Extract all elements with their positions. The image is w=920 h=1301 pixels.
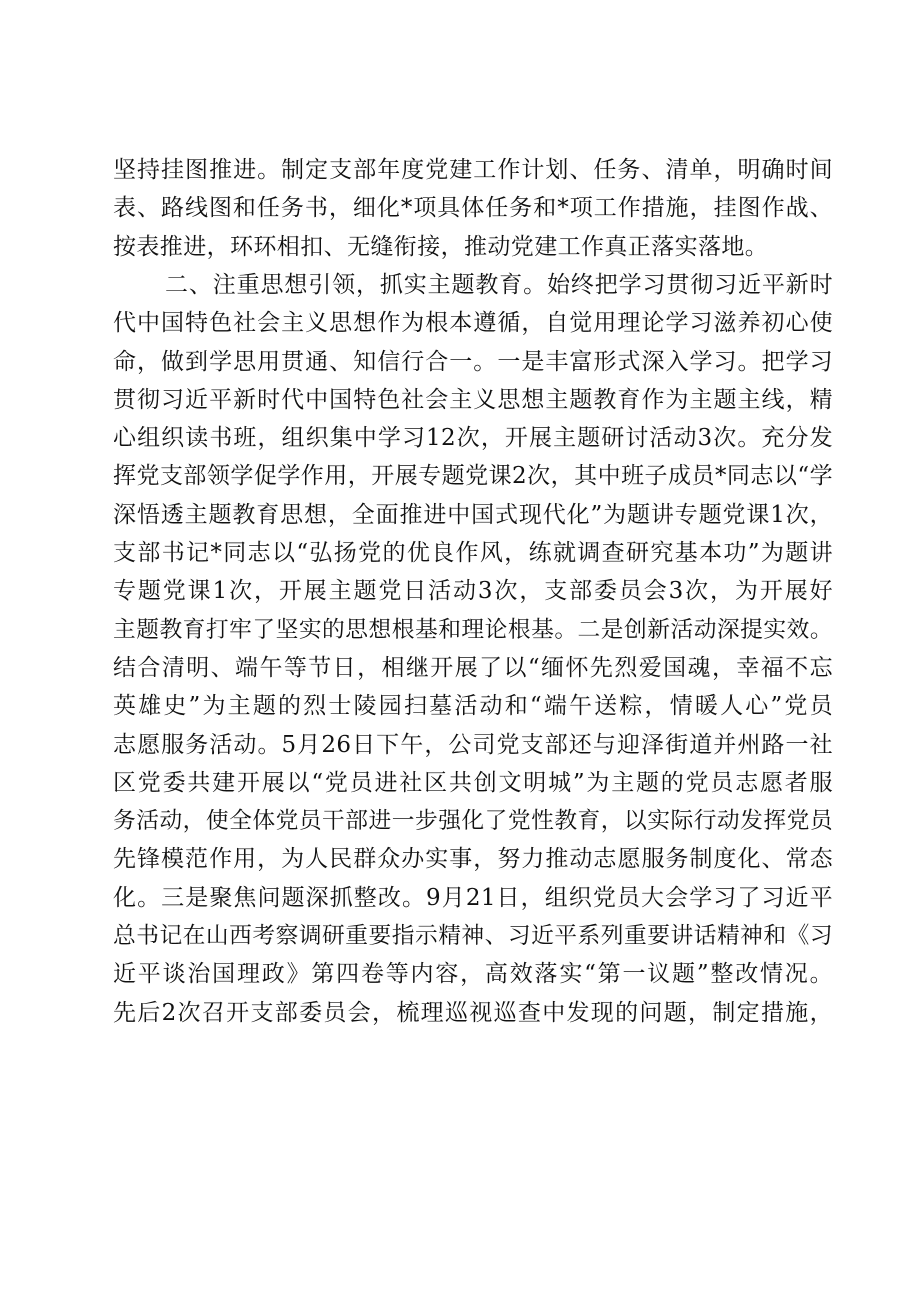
paragraph-2-line: 英雄史”为主题的烈士陵园扫墓活动和“端午送粽，情暖人心”党员 xyxy=(113,693,833,720)
paragraph-2-line: 先锋模范作用，为人民群众办实事，努力推动志愿服务制度化、常态 xyxy=(113,846,833,873)
paragraph-2-line: 近平谈治国理政》第四卷等内容，高效落实“第一议题”整改情况。 xyxy=(113,961,833,988)
paragraph-2-line: 支部书记*同志以“弘扬党的优良作风，练就调查研究基本功”为题讲 xyxy=(113,540,833,567)
paragraph-1 xyxy=(113,151,833,266)
paragraph-2-line: 志愿服务活动。5月26日下午，公司党支部还与迎泽街道并州路一社 xyxy=(113,731,833,758)
paragraph-2-line: 心组织读书班，组织集中学习12次，开展主题研讨活动3次。充分发 xyxy=(113,425,833,452)
paragraph-2-line: 命，做到学思用贯通、知信行合一。一是丰富形式深入学习。把学习 xyxy=(113,348,833,375)
paragraph-2-line: 总书记在山西考察调研重要指示精神、习近平系列重要讲话精神和《习 xyxy=(113,923,833,950)
paragraph-2-line: 贯彻习近平新时代中国特色社会主义思想主题教育作为主题主线，精 xyxy=(113,386,833,413)
paragraph-2-line: 专题党课1次，开展主题党日活动3次，支部委员会3次，为开展好 xyxy=(113,578,833,605)
paragraph-2-line: 先后2次召开支部委员会，梳理巡视巡查中发现的问题，制定措施， xyxy=(113,999,833,1026)
paragraph-2-line: 区党委共建开展以“党员进社区共创文明城”为主题的党员志愿者服 xyxy=(113,769,833,796)
paragraph-2-line: 结合清明、端午等节日，相继开展了以“缅怀先烈爱国魂，幸福不忘 xyxy=(113,654,833,681)
paragraph-1-line: 坚持挂图推进。制定支部年度党建工作计划、任务、清单，明确时间 xyxy=(113,157,833,183)
paragraph-1-line: 按表推进，环环相扣、无缝衔接，推动党建工作真正落实落地。 xyxy=(113,233,769,260)
paragraph-1-line: 表、路线图和任务书，细化*项具体任务和*项工作措施，挂图作战、 xyxy=(113,195,833,222)
paragraph-2 xyxy=(113,266,833,1032)
paragraph-2-line: 深悟透主题教育思想，全面推进中国式现代化”为题讲专题党课1次， xyxy=(113,501,833,528)
paragraph-2-line: 化。三是聚焦问题深抓整改。9月21日，组织党员大会学习了习近平 xyxy=(113,884,833,911)
paragraph-2-line: 代中国特色社会主义思想作为根本遵循，自觉用理论学习滋养初心使 xyxy=(113,310,833,337)
paragraph-2-line: 二、注重思想引领，抓实主题教育。始终把学习贯彻习近平新时 xyxy=(165,272,833,298)
paragraph-2-line: 主题教育打牢了坚实的思想根基和理论根基。二是创新活动深提实效。 xyxy=(113,616,833,643)
paragraph-2-line: 挥党支部领学促学作用，开展专题党课2次，其中班子成员*同志以“学 xyxy=(113,463,833,490)
paragraph-2-line: 务活动，使全体党员干部进一步强化了党性教育，以实际行动发挥党员 xyxy=(113,808,833,835)
